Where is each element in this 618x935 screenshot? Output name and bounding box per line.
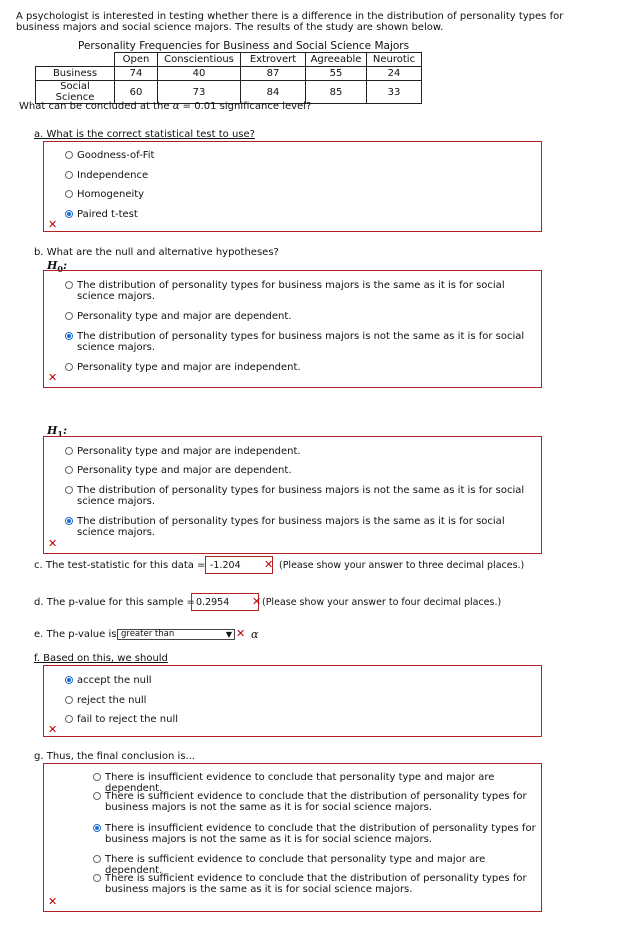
incorrect-icon: ✕ [252,595,262,608]
h0-label: $H_0$: [47,259,68,275]
h1-label: $H_1$: [47,424,68,440]
radio-button[interactable] [93,874,101,882]
question-text [19,101,311,113]
radio-button-selected[interactable] [93,824,101,832]
part-c-note: (Please show your answer to three decimal places.) [279,560,525,571]
alpha-symbol: α [172,101,180,112]
h0-option[interactable] [65,280,530,302]
option-label: Goodness-of-Fit [77,150,155,161]
radio-button[interactable] [65,447,73,455]
radio-button-selected[interactable] [65,517,73,525]
radio-button-selected[interactable] [65,676,73,684]
option-label: Personality type and major are independent. [77,446,301,457]
table-cell: 74 [115,67,158,81]
radio-button[interactable] [65,486,73,494]
table-cell: 60 [115,81,158,104]
table-header-row [36,53,422,67]
option-label: Paired t-test [77,209,138,220]
option-paired-t-test[interactable] [65,209,138,220]
table-title: Personality Frequencies for Business and Social Science Majors [78,40,410,52]
option-label: There is insufficient evidence to conclude that personality type and major are dependent. [105,772,495,794]
radio-button[interactable] [65,151,73,159]
option-label: There is sufficient evidence to conclude that personality type and major are dependent. [105,854,486,876]
incorrect-icon: ✕ [264,558,274,571]
conclusion-option[interactable] [93,791,538,813]
col-header: Extrovert [241,53,306,67]
radio-button[interactable] [93,855,101,863]
h0-option[interactable] [65,362,530,373]
radio-button[interactable] [93,792,101,800]
table-cell: 84 [241,81,306,104]
frequency-table [35,52,422,104]
col-header: Conscientious [158,53,241,67]
option-label: fail to reject the null [77,714,178,725]
radio-button[interactable] [65,171,73,179]
table-cell: 55 [306,67,367,81]
h1-option[interactable] [65,516,530,538]
col-header: Agreeable [306,53,367,67]
incorrect-icon: ✕ [48,218,58,231]
radio-button[interactable] [65,363,73,371]
radio-button[interactable] [65,281,73,289]
radio-button[interactable] [65,190,73,198]
radio-button[interactable] [65,466,73,474]
col-header: Open [115,53,158,67]
option-accept-null[interactable] [65,675,152,686]
table-cell: 85 [306,81,367,104]
row-label: Business [36,67,115,81]
col-header: Neurotic [367,53,422,67]
part-d-prompt: d. The p-value for this sample = [34,597,195,608]
h1-option[interactable] [65,485,530,507]
table-cell: 24 [367,67,422,81]
option-label: Homogeneity [77,189,145,200]
option-label: The distribution of personality types for business majors is not the same as it is for social science majors. [77,485,525,507]
alpha-symbol: α [251,628,259,641]
radio-button-selected[interactable] [65,332,73,340]
option-label: There is insufficient evidence to conclude that the distribution of personality types for business majors is not the same as it is for social science majors. [105,823,536,845]
part-f-prompt: f. Based on this, we should [34,653,168,664]
option-label: accept the null [77,675,152,686]
option-label: The distribution of personality types for business majors is the same as it is for social science majors. [77,516,505,538]
chevron-down-icon: ▼ [225,630,232,639]
part-e-prompt: e. The p-value is [34,629,117,640]
h1-option[interactable] [65,465,530,476]
input-value: -1.204 [210,560,241,571]
conclusion-option[interactable] [93,873,538,895]
p-value-comparison-select[interactable] [117,629,235,640]
radio-button[interactable] [65,696,73,704]
part-g-prompt: g. Thus, the final conclusion is... [34,751,196,762]
part-d-note: (Please show your answer to four decimal places.) [262,597,502,608]
option-label: Personality type and major are dependent. [77,465,292,476]
radio-button-selected[interactable] [65,210,73,218]
option-homogeneity[interactable] [65,189,144,200]
incorrect-icon: ✕ [48,537,58,550]
part-f-answer-box [43,665,542,737]
test-statistic-input[interactable] [205,556,273,574]
option-fail-to-reject-null[interactable] [65,714,178,725]
option-label: The distribution of personality types for business majors is not the same as it is for social science majors. [77,331,525,353]
incorrect-icon: ✕ [236,627,246,640]
select-value: greater than [121,629,175,639]
incorrect-icon: ✕ [48,371,58,384]
part-a-prompt: a. What is the correct statistical test to use? [34,129,255,140]
problem-intro: A psychologist is interested in testing whether there is a difference in the distribution of personality types for business majors and social science majors. The results of the study are shown below. [16,11,564,33]
option-goodness-of-fit[interactable] [65,150,154,161]
h0-option[interactable] [65,311,530,322]
option-label: The distribution of personality types for business majors is the same as it is for social science majors. [77,280,505,302]
part-b-prompt: b. What are the null and alternative hypotheses? [34,247,279,258]
table-cell: 73 [158,81,241,104]
table-row [36,67,422,81]
question-prefix: What can be concluded at the [19,101,170,112]
p-value-input[interactable] [191,593,262,611]
option-label: There is sufficient evidence to conclude that the distribution of personality types for business majors is the same as it is for social science majors. [105,873,527,895]
option-label: Personality type and major are dependent. [77,311,292,322]
h0-answer-box [43,270,542,388]
radio-button[interactable] [65,312,73,320]
part-a-answer-box [43,141,542,232]
part-g-answer-box [43,763,542,912]
input-value: 0.2954 [196,597,230,608]
table-cell: 40 [158,67,241,81]
option-reject-null[interactable] [65,695,146,706]
option-label: Personality type and major are independent. [77,362,301,373]
table-cell: 33 [367,81,422,104]
radio-button[interactable] [65,715,73,723]
radio-button[interactable] [93,773,101,781]
part-c-prompt: c. The test-statistic for this data = [34,560,206,571]
h1-answer-box [43,436,542,554]
option-label: There is sufficient evidence to conclude that the distribution of personality types for business majors is not the same as it is for social science majors. [105,791,527,813]
h1-option[interactable] [65,446,530,457]
conclusion-option[interactable] [93,823,538,845]
h0-option[interactable] [65,331,530,353]
option-label: reject the null [77,695,147,706]
incorrect-icon: ✕ [48,723,58,736]
incorrect-icon: ✕ [48,895,58,908]
option-label: Independence [77,170,149,181]
option-independence[interactable] [65,170,148,181]
row-label: Social Science [36,81,115,104]
question-suffix: = 0.01 significance level? [182,101,312,112]
table-cell: 87 [241,67,306,81]
